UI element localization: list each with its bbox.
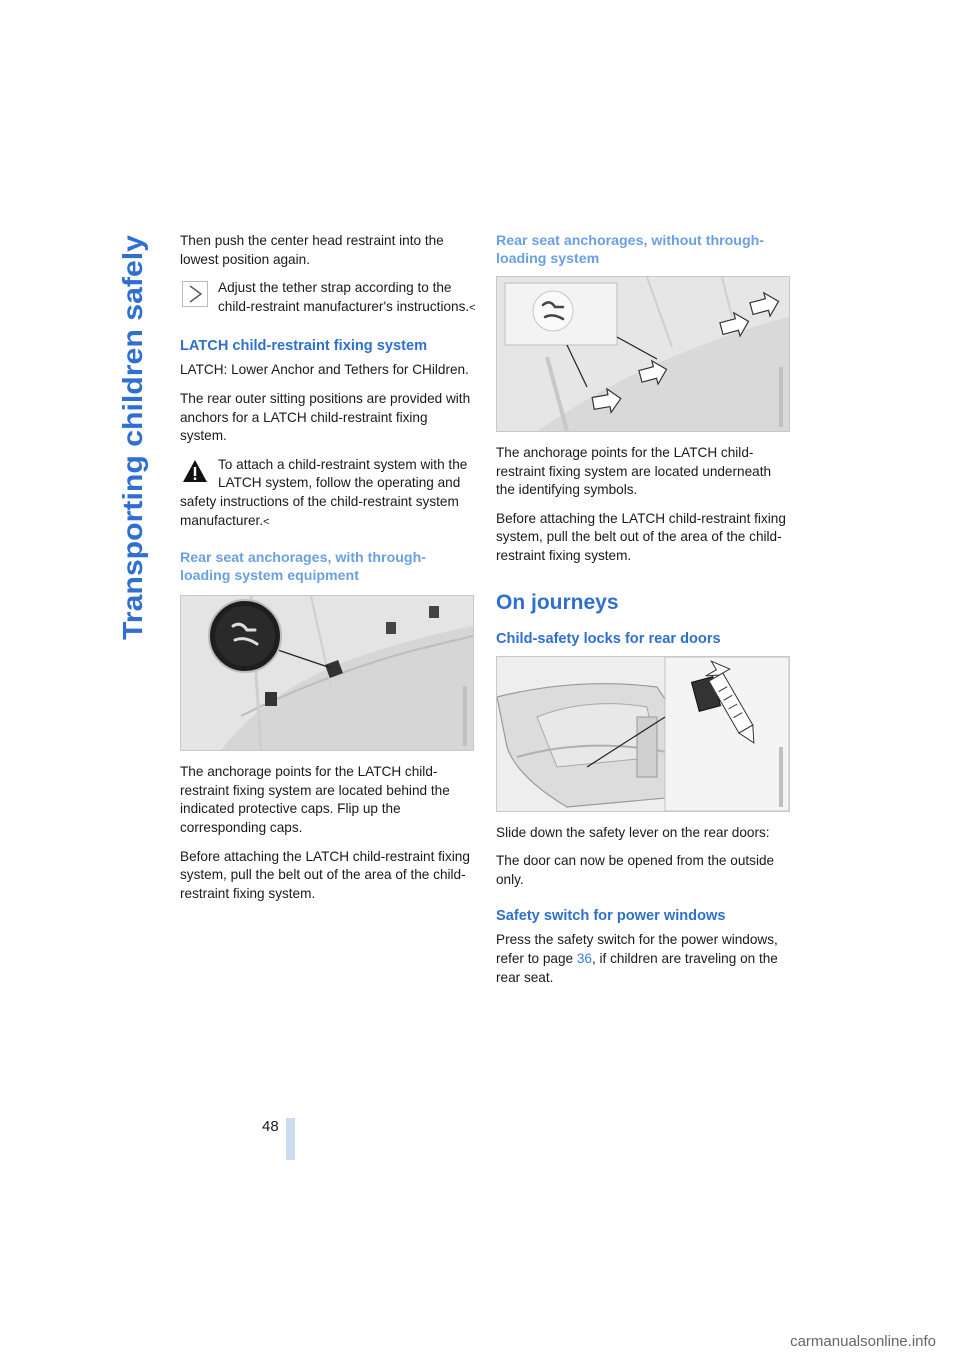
watermark: carmanualsonline.info — [790, 1333, 936, 1350]
with-paragraph-2: Before attaching the LATCH child-restraint fixing system, pull the belt out of the area of the child-restraint fixing system. — [180, 848, 470, 901]
figure-anchorages-with-through-loading — [180, 595, 474, 751]
latch-paragraph-1: LATCH: Lower Anchor and Tethers for CHildren. — [180, 362, 469, 378]
locks-paragraph-1: Slide down the safety lever on the rear doors: — [496, 824, 770, 840]
latch-paragraph-2: The rear outer sitting positions are provided with anchors for a LATCH child-restraint fixing system. — [180, 390, 471, 444]
right-column — [496, 232, 792, 997]
rear-seat-illustration — [181, 596, 473, 750]
with-paragraph-1: The anchorage points for the LATCH child-restraint fixing system are located behind the indicated protective caps. Flip up the corresponding caps. — [180, 764, 450, 835]
without-paragraph-2: Before attaching the LATCH child-restraint fixing system, pull the belt out of the area of the child-restraint fixing system. — [496, 510, 786, 563]
end-mark: < — [263, 515, 270, 528]
note-arrow-icon — [182, 281, 208, 307]
intro-paragraph: Then push the center head restraint into the lowest position again. — [180, 233, 444, 267]
warning-text: To attach a child-restraint system with the LATCH system, follow the operating and safety instructions of the child-restraint system manufacturer. — [180, 456, 468, 528]
page-number-bar — [286, 1118, 295, 1160]
safety-switch-heading: Safety switch for power windows — [496, 908, 726, 925]
without-through-loading-heading: Rear seat anchorages, without through-loading system — [496, 233, 765, 267]
with-through-loading-heading: Rear seat anchorages, with through-loading system equipment — [180, 550, 426, 585]
windows-text-before: Press the safety switch for the power windows, refer to page — [496, 932, 778, 966]
warning-block — [180, 456, 476, 531]
windows-text-after: , if children are traveling on the rear seat. — [496, 950, 778, 985]
page-number: 48 — [262, 1118, 279, 1135]
page-36-link[interactable]: 36 — [576, 950, 592, 966]
locks-paragraph-2: The door can now be opened from the outside only. — [496, 853, 775, 887]
child-safety-locks-heading: Child-safety locks for rear doors — [496, 630, 721, 647]
warning-icon — [182, 458, 208, 484]
figure-code — [776, 747, 786, 807]
end-mark: < — [469, 301, 476, 314]
figure-anchorages-without-through-loading — [496, 276, 790, 432]
on-journeys-heading: On journeys — [496, 590, 619, 614]
note-text: Adjust the tether strap according to the child-restraint manufacturer's instructions. — [218, 280, 470, 314]
latch-heading: LATCH child-restraint fixing system — [180, 338, 428, 355]
left-column — [180, 232, 476, 913]
windows-paragraph — [496, 931, 792, 987]
figure-code — [776, 367, 786, 427]
figure-child-safety-lock — [496, 656, 790, 812]
figure-code — [460, 686, 470, 746]
rear-door-illustration — [497, 657, 789, 811]
chapter-title-svg — [112, 232, 152, 642]
chapter-title — [112, 232, 152, 642]
chapter-title-text: Transporting children safely — [117, 265, 148, 640]
without-paragraph-1: The anchorage points for the LATCH child-restraint fixing system are located underneath the identifying symbols. — [496, 445, 772, 498]
note-block — [180, 279, 476, 317]
rear-seat-symbols-illustration — [497, 277, 789, 431]
